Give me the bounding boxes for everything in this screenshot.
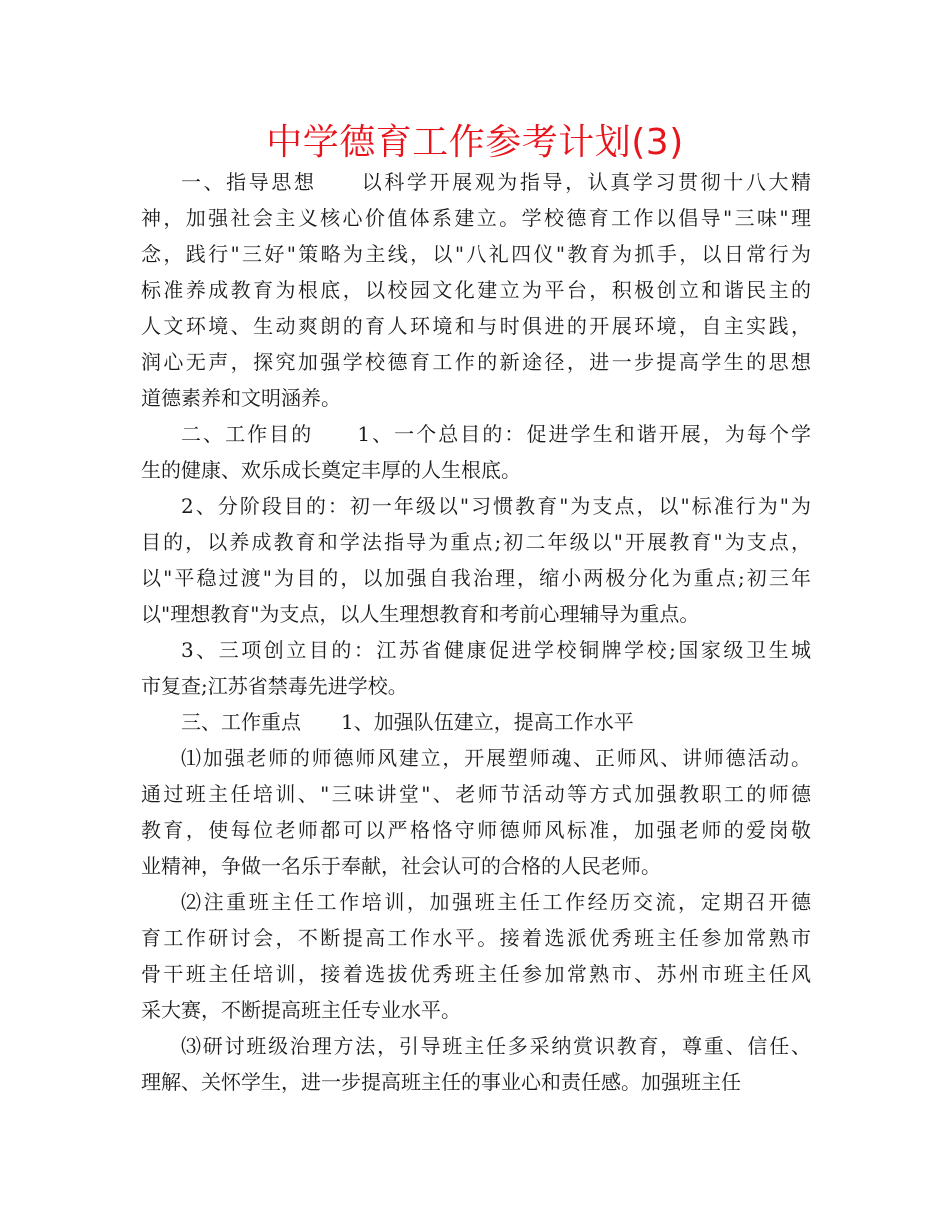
paragraph-line: 通过班主任培训、"三味讲堂"、老师节活动等方式加强教职工的师德 bbox=[141, 782, 811, 806]
paragraph bbox=[141, 704, 811, 740]
paragraph-line: ⑴加强老师的师德师风建立，开展塑师魂、正师风、讲师德活动。 bbox=[181, 746, 811, 770]
paragraph-line: 3、三项创立目的：江苏省健康促进学校铜牌学校;国家级卫生城 bbox=[181, 638, 811, 662]
paragraph bbox=[141, 740, 811, 884]
paragraph-line: 目的，以养成教育和学法指导为重点;初二年级以"开展教育"为支点， bbox=[141, 530, 811, 554]
paragraph-line: 标准养成教育为根底，以校园文化建立为平台，积极创立和谐民主的 bbox=[141, 278, 811, 302]
paragraph-line: 采大赛，不断提高班主任专业水平。 bbox=[141, 998, 461, 1022]
paragraph bbox=[141, 884, 811, 1028]
paragraph bbox=[141, 164, 811, 416]
paragraph-line: 二、工作目的 1、一个总目的：促进学生和谐开展，为每个学 bbox=[181, 422, 811, 446]
paragraph bbox=[141, 632, 811, 704]
document-title: 中学德育工作参考计划(3) bbox=[266, 122, 684, 163]
paragraph-line: ⑶研讨班级治理方法，引导班主任多采纳赏识教育，尊重、信任、 bbox=[181, 1034, 811, 1058]
paragraph-line: 育工作研讨会，不断提高工作水平。接着选派优秀班主任参加常熟市 bbox=[141, 926, 811, 950]
paragraph-line: 以"理想教育"为支点，以人生理想教育和考前心理辅导为重点。 bbox=[141, 602, 700, 626]
paragraph-line: 2、分阶段目的：初一年级以"习惯教育"为支点，以"标准行为"为 bbox=[181, 494, 811, 518]
paragraph-line: 理解、关怀学生，进一步提高班主任的事业心和责任感。加强班主任 bbox=[141, 1070, 741, 1094]
paragraph bbox=[141, 1028, 811, 1100]
paragraph-line: 教育，使每位老师都可以严格恪守师德师风标准，加强老师的爱岗敬 bbox=[141, 818, 811, 842]
paragraph-line: 市复查;江苏省禁毒先进学校。 bbox=[141, 674, 408, 698]
paragraph-line: 道德素养和文明涵养。 bbox=[141, 386, 341, 410]
paragraph-line: 神，加强社会主义核心价值体系建立。学校德育工作以倡导"三味"理 bbox=[141, 206, 811, 230]
paragraph bbox=[141, 488, 811, 632]
paragraph-line: 润心无声，探究加强学校德育工作的新途径，进一步提高学生的思想 bbox=[141, 350, 811, 374]
paragraph-line: 骨干班主任培训，接着选拔优秀班主任参加常熟市、苏州市班主任风 bbox=[141, 962, 811, 986]
paragraph-line: 人文环境、生动爽朗的育人环境和与时俱进的开展环境，自主实践， bbox=[141, 314, 811, 338]
paragraph-line: 生的健康、欢乐成长奠定丰厚的人生根底。 bbox=[141, 458, 521, 482]
paragraph-line: ⑵注重班主任工作培训，加强班主任工作经历交流，定期召开德 bbox=[181, 890, 811, 914]
paragraph-line: 业精神，争做一名乐于奉献，社会认可的合格的人民老师。 bbox=[141, 854, 661, 878]
document-body bbox=[141, 164, 811, 1100]
paragraph-line: 一、指导思想 以科学开展观为指导，认真学习贯彻十八大精 bbox=[181, 170, 811, 194]
paragraph-line: 念，践行"三好"策略为主线，以"八礼四仪"教育为抓手，以日常行为 bbox=[141, 242, 811, 266]
paragraph-line: 三、工作重点 1、加强队伍建立，提高工作水平 bbox=[181, 710, 634, 734]
paragraph bbox=[141, 416, 811, 488]
paragraph-line: 以"平稳过渡"为目的，以加强自我治理，缩小两极分化为重点;初三年 bbox=[141, 566, 811, 590]
